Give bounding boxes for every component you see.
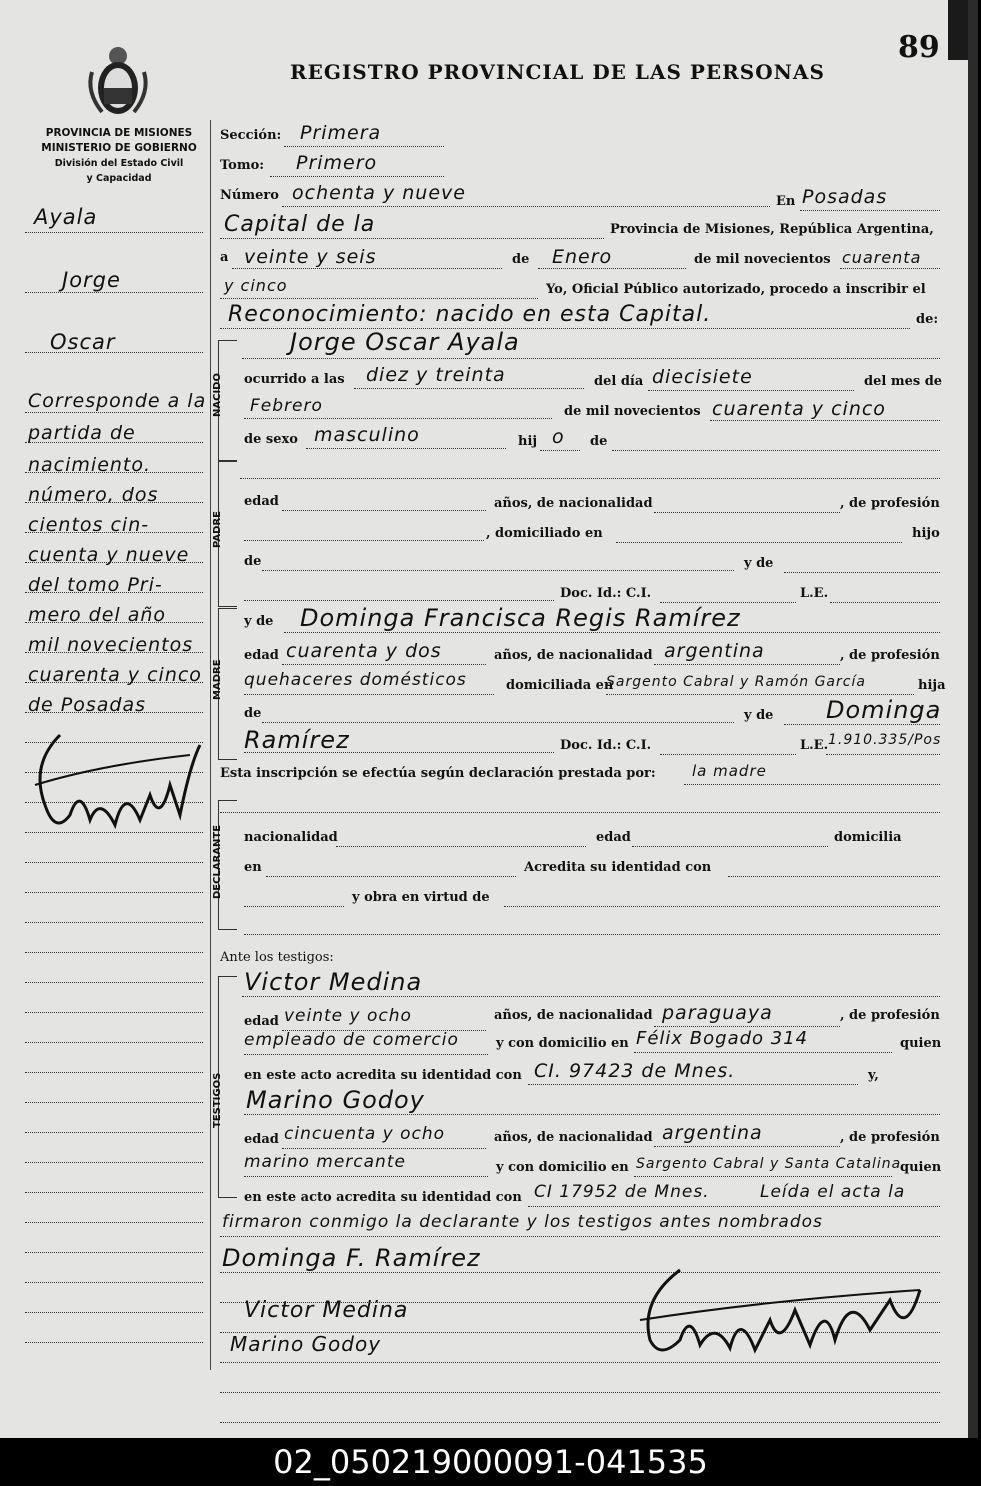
underline bbox=[654, 664, 840, 665]
anios-label: años, de nacionalidad bbox=[494, 1130, 653, 1145]
le-label: L.E. bbox=[800, 738, 829, 753]
underline bbox=[284, 146, 444, 147]
underline bbox=[728, 876, 940, 877]
underline bbox=[262, 722, 734, 723]
mil-label: de mil novecientos bbox=[694, 252, 831, 267]
official-signature-icon bbox=[620, 1260, 930, 1370]
margin-note-line: cuenta y nueve bbox=[28, 544, 190, 566]
underline bbox=[282, 1148, 486, 1149]
margin-note-line: partida de bbox=[28, 422, 136, 444]
margin-line bbox=[25, 1042, 203, 1043]
domiciliada-label: domiciliada en bbox=[506, 678, 614, 693]
underline bbox=[282, 206, 770, 207]
ministry-line: MINISTERIO DE GOBIERNO bbox=[41, 142, 197, 154]
ministry-line: División del Estado Civil bbox=[54, 158, 184, 169]
doc-label: Doc. Id.: C.I. bbox=[560, 586, 652, 601]
margin-line bbox=[25, 292, 203, 293]
document-title: REGISTRO PROVINCIAL DE LAS PERSONAS bbox=[290, 60, 825, 84]
underline bbox=[244, 934, 940, 935]
underline bbox=[270, 176, 444, 177]
acredita-label: Acredita su identidad con bbox=[524, 860, 712, 875]
underline bbox=[684, 784, 940, 785]
underline bbox=[244, 1114, 940, 1115]
testigo1-domicilio: Félix Bogado 314 bbox=[636, 1028, 809, 1049]
underline bbox=[232, 268, 502, 269]
underline bbox=[282, 664, 486, 665]
mes-label: del mes de bbox=[864, 374, 943, 389]
tomo-value: Primero bbox=[296, 152, 378, 174]
signature-testigo2: Marino Godoy bbox=[230, 1332, 382, 1356]
en-label: en bbox=[244, 860, 262, 875]
fecha-dia: veinte y seis bbox=[244, 246, 377, 268]
y-label: y, bbox=[868, 1068, 879, 1083]
de-label: de bbox=[590, 434, 608, 449]
edad-label: edad bbox=[244, 494, 279, 509]
seccion-label: Sección: bbox=[220, 128, 282, 143]
ministry-header bbox=[22, 126, 216, 186]
underline bbox=[220, 812, 940, 813]
profesion-label: , de profesión bbox=[840, 1008, 940, 1023]
underline bbox=[634, 1052, 892, 1053]
underline bbox=[244, 600, 554, 601]
underline bbox=[220, 1236, 940, 1237]
margin-note-line: Corresponde a la bbox=[28, 390, 207, 412]
margin-line bbox=[25, 1222, 203, 1223]
underline bbox=[244, 540, 484, 541]
underline bbox=[660, 754, 796, 755]
scan-edge bbox=[948, 0, 978, 60]
margin-note-line: mero del año bbox=[28, 604, 167, 626]
testigo2-profesion: marino mercante bbox=[244, 1152, 406, 1172]
scan-footer-id: 02_050219000091-041535 bbox=[0, 1438, 981, 1486]
margin-name2: Oscar bbox=[50, 330, 116, 354]
underline bbox=[654, 512, 840, 513]
testigo1-profesion: empleado de comercio bbox=[244, 1030, 459, 1050]
underline bbox=[784, 572, 940, 573]
profesion-label: , de profesión bbox=[840, 496, 940, 511]
acredita-label: en este acto acredita su identidad con bbox=[244, 1190, 522, 1205]
le-label: L.E. bbox=[800, 586, 829, 601]
underline bbox=[654, 1026, 840, 1027]
margin-line bbox=[25, 1282, 203, 1283]
seccion-value: Primera bbox=[300, 122, 382, 144]
madre-edad: cuarenta y dos bbox=[286, 640, 442, 662]
margin-line bbox=[25, 892, 203, 893]
mil-label: de mil novecientos bbox=[564, 404, 701, 419]
underline bbox=[504, 906, 940, 907]
quien-label: quien bbox=[900, 1160, 942, 1175]
anios-label: años, de nacionalidad bbox=[494, 1008, 653, 1023]
underline bbox=[262, 570, 734, 571]
underline bbox=[282, 510, 486, 511]
margin-line bbox=[25, 982, 203, 983]
margin-line bbox=[25, 412, 203, 413]
de-colon-label: de: bbox=[916, 312, 939, 327]
ministry-line: y Capacidad bbox=[86, 173, 152, 184]
inscribir-value: Reconocimiento: nacido en esta Capital. bbox=[228, 302, 712, 327]
edad-label: edad bbox=[244, 1132, 279, 1147]
padre-section-label: PADRE bbox=[212, 511, 223, 549]
hija-label: hija bbox=[918, 678, 946, 693]
underline bbox=[826, 754, 940, 755]
underline bbox=[240, 478, 940, 479]
margin-line bbox=[25, 952, 203, 953]
de-label: de bbox=[512, 252, 530, 267]
coat-of-arms-icon bbox=[82, 42, 154, 122]
underline bbox=[244, 694, 494, 695]
testigo1-nacionalidad: paraguaya bbox=[662, 1002, 773, 1024]
nacido-section-label: NACIDO bbox=[212, 373, 223, 417]
edad-label: edad bbox=[244, 1014, 279, 1029]
column-divider bbox=[210, 120, 211, 1370]
de-label: de bbox=[244, 554, 262, 569]
yde-label: y de bbox=[744, 708, 774, 723]
underline bbox=[710, 420, 940, 421]
margin-line bbox=[25, 1102, 203, 1103]
profesion-label: , de profesión bbox=[840, 648, 940, 663]
madre-le: 1.910.335/Pos bbox=[828, 732, 942, 748]
margin-note-line: mil novecientos bbox=[28, 634, 194, 656]
margin-surname: Ayala bbox=[34, 205, 98, 229]
oficial-label: Yo, Oficial Público autorizado, procedo a inscribir el bbox=[546, 282, 926, 297]
domiciliado-label: , domiciliado en bbox=[486, 526, 603, 541]
underline bbox=[660, 602, 796, 603]
yde-label: y de bbox=[744, 556, 774, 571]
page-number: 89 bbox=[898, 30, 940, 65]
margin-signature-icon bbox=[20, 725, 210, 845]
en-label: En bbox=[776, 194, 796, 209]
anios-label: años, de nacionalidad bbox=[494, 648, 653, 663]
testigo2-nacionalidad: argentina bbox=[662, 1122, 763, 1144]
margin-note-line: número, dos bbox=[28, 484, 159, 506]
sexo-label: de sexo bbox=[244, 432, 298, 447]
declaracion-value: la madre bbox=[692, 762, 767, 780]
underline bbox=[616, 542, 902, 543]
nacido-anio: cuarenta y cinco bbox=[712, 398, 886, 420]
margin-line bbox=[25, 1162, 203, 1163]
dia-label: del día bbox=[594, 374, 644, 389]
declarante-section-label: DECLARANTE bbox=[212, 824, 223, 900]
declaracion-label: Esta inscripción se efectúa según declaración prestada por: bbox=[220, 766, 656, 781]
underline bbox=[244, 418, 552, 419]
testigos-section-label: TESTIGOS bbox=[212, 1072, 223, 1128]
anios-label: años, de nacionalidad bbox=[494, 496, 653, 511]
nacido-sexo: masculino bbox=[314, 424, 420, 446]
fecha-mes: Enero bbox=[552, 246, 613, 268]
margin-line bbox=[25, 1012, 203, 1013]
underline bbox=[634, 1176, 892, 1177]
hij-suffix: o bbox=[552, 426, 565, 448]
underline bbox=[612, 450, 940, 451]
hijo-label: hijo bbox=[912, 526, 940, 541]
quien-label: quien bbox=[900, 1036, 942, 1051]
margin-line bbox=[25, 862, 203, 863]
underline bbox=[220, 1392, 940, 1393]
capital-value: Capital de la bbox=[224, 212, 376, 237]
underline bbox=[528, 1084, 858, 1085]
nacionalidad-label: nacionalidad bbox=[244, 830, 338, 845]
madre-domicilio: Sargento Cabral y Ramón García bbox=[606, 674, 866, 690]
acredita-label: en este acto acredita su identidad con bbox=[244, 1068, 522, 1083]
yde-label: y de bbox=[244, 614, 274, 629]
tomo-label: Tomo: bbox=[220, 158, 265, 173]
madre-de-madre: Dominga bbox=[826, 696, 942, 724]
underline bbox=[220, 1422, 940, 1423]
testigo1-edad: veinte y ocho bbox=[284, 1006, 412, 1026]
margin-note-line: del tomo Pri- bbox=[28, 574, 163, 596]
underline bbox=[242, 996, 940, 997]
underline bbox=[266, 876, 516, 877]
fecha-anio2: y cinco bbox=[224, 276, 288, 295]
underline bbox=[800, 210, 940, 211]
margin-note-line: nacimiento. bbox=[28, 454, 152, 476]
nacido-nombre: Jorge Oscar Ayala bbox=[290, 328, 520, 356]
madre-nacionalidad: argentina bbox=[664, 640, 765, 662]
provincia-label: Provincia de Misiones, República Argentina, bbox=[610, 222, 934, 237]
underline bbox=[220, 238, 604, 239]
edad-label: edad bbox=[596, 830, 631, 845]
margin-line bbox=[25, 1132, 203, 1133]
testigo1-nombre: Victor Medina bbox=[244, 968, 423, 996]
margin-note-line: cientos cin- bbox=[28, 514, 150, 536]
underline bbox=[632, 846, 828, 847]
en-value: Posadas bbox=[802, 186, 888, 208]
testigo2-doc: CI 17952 de Mnes. bbox=[534, 1182, 710, 1202]
testigo2-edad: cincuenta y ocho bbox=[284, 1124, 446, 1144]
testigo1-doc: CI. 97423 de Mnes. bbox=[534, 1060, 736, 1082]
hij-label: hij bbox=[518, 434, 538, 449]
margin-line bbox=[25, 1312, 203, 1313]
margin-note-line: de Posadas bbox=[28, 694, 147, 716]
margin-name1: Jorge bbox=[62, 268, 121, 292]
underline bbox=[220, 298, 538, 299]
underline bbox=[284, 632, 940, 633]
ministry-line: PROVINCIA DE MISIONES bbox=[45, 127, 193, 139]
madre-nombre: Dominga Francisca Regis Ramírez bbox=[300, 604, 741, 632]
margin-line bbox=[25, 1252, 203, 1253]
underline bbox=[784, 724, 940, 725]
domicilio-label: y con domicilio en bbox=[496, 1160, 629, 1175]
profesion-label: , de profesión bbox=[840, 1130, 940, 1145]
a-label: a bbox=[220, 250, 229, 265]
underline bbox=[528, 1206, 940, 1207]
madre-profesion: quehaceres domésticos bbox=[244, 670, 467, 690]
obra-label: y obra en virtud de bbox=[352, 890, 490, 905]
testigo2-nombre: Marino Godoy bbox=[246, 1086, 425, 1114]
firmaron-text: firmaron conmigo la declarante y los testigos antes nombrados bbox=[222, 1212, 823, 1232]
madre-section-label: MADRE bbox=[212, 659, 223, 701]
signature-declarante: Dominga F. Ramírez bbox=[222, 1244, 481, 1272]
signature-testigo1: Victor Medina bbox=[244, 1298, 409, 1323]
margin-line bbox=[25, 922, 203, 923]
domicilio-label: y con domicilio en bbox=[496, 1036, 629, 1051]
margin-line bbox=[25, 1342, 203, 1343]
margin-line bbox=[25, 1192, 203, 1193]
margin-line bbox=[25, 232, 203, 233]
fecha-anio: cuarenta bbox=[842, 248, 922, 267]
testigo2-leida: Leída el acta la bbox=[760, 1182, 906, 1202]
underline bbox=[654, 1146, 840, 1147]
margin-note-line: cuarenta y cinco bbox=[28, 664, 202, 686]
nacido-mes: Febrero bbox=[250, 396, 323, 416]
padre-apellido: Ramírez bbox=[244, 726, 350, 754]
margin-line bbox=[25, 1072, 203, 1073]
underline bbox=[830, 602, 940, 603]
underline bbox=[244, 1176, 488, 1177]
underline bbox=[840, 268, 940, 269]
underline bbox=[354, 388, 584, 389]
ante-testigos-label: Ante los testigos: bbox=[220, 950, 334, 965]
underline bbox=[244, 1054, 488, 1055]
doc-label: Doc. Id.: C.I. bbox=[560, 738, 652, 753]
underline bbox=[648, 390, 854, 391]
numero-label: Número bbox=[220, 188, 279, 203]
underline bbox=[336, 846, 586, 847]
de-label: de bbox=[244, 706, 262, 721]
testigo2-domicilio: Sargento Cabral y Santa Catalina bbox=[636, 1156, 902, 1172]
underline bbox=[242, 358, 940, 359]
ocurrido-label: ocurrido a las bbox=[244, 372, 345, 387]
nacido-hora: diez y treinta bbox=[366, 364, 506, 386]
numero-value: ochenta y nueve bbox=[292, 182, 466, 204]
underline bbox=[538, 268, 686, 269]
underline bbox=[306, 448, 506, 449]
edad-label: edad bbox=[244, 648, 279, 663]
underline bbox=[244, 906, 344, 907]
underline bbox=[540, 450, 580, 451]
domicilia-label: domicilia bbox=[834, 830, 902, 845]
nacido-dia: diecisiete bbox=[652, 366, 753, 388]
underline bbox=[606, 694, 914, 695]
